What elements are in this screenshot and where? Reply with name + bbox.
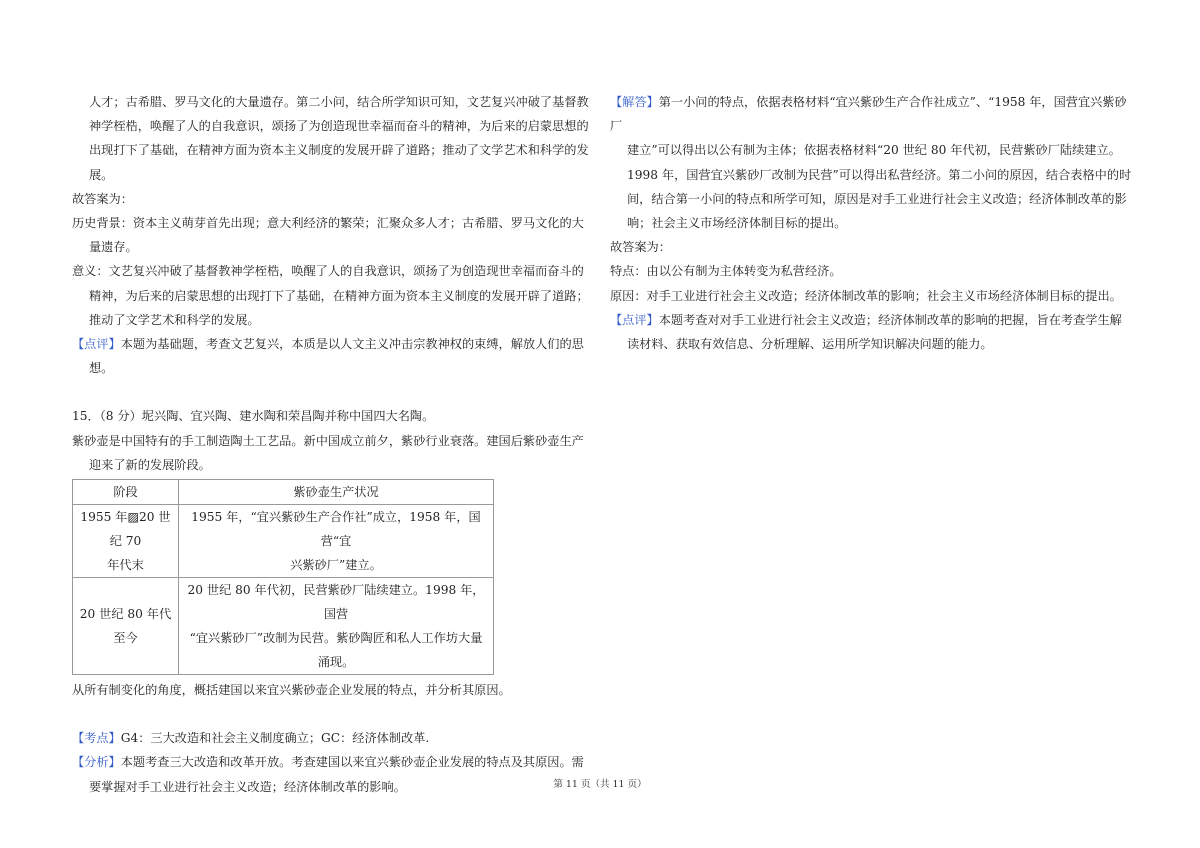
comment-tag: 【点评】 — [610, 312, 659, 327]
text-line: 意义：文艺复兴冲破了基督教神学桎梏，唤醒了人的自我意识，颂扬了为创造现世幸福而奋斗的 — [72, 264, 584, 279]
table-header-cell: 阶段 — [73, 480, 179, 505]
table-header-cell: 紫砂壶生产状况 — [179, 480, 494, 505]
text-line: 响；社会主义市场经济体制目标的提出。 — [627, 216, 847, 231]
fenxi-tag: 【分析】 — [72, 755, 121, 770]
text-line: 【点评】本题为基础题，考查文艺复兴，本质是以人文主义冲击宗教神权的束缚，解放人们的思 — [72, 337, 584, 352]
text-line: 建立”可以得出以公有制为主体；依据表格材料“20 世纪 80 年代初，民营紫砂厂陆续建立。 — [627, 143, 1121, 158]
table-cell-stage: 20 世纪 80 年代至今 — [73, 578, 179, 675]
question-15-prompt: 从所有制变化的角度，概括建国以来宜兴紫砂壶企业发展的特点，并分析其原因。 — [72, 683, 511, 698]
table-cell-stage: 1955 年▨20 世纪 70 年代末 — [73, 505, 179, 578]
text-line: 【解答】第一小问的特点，依据表格材料“宜兴紫砂生产合作社成立”、“1958 年，国营宜兴紫砂厂 — [610, 95, 1127, 134]
right-column — [610, 90, 1132, 356]
text-line: 紫砂壶是中国特有的手工制造陶土工艺品。新中国成立前夕，紫砂行业衰落。建国后紫砂壶生产 — [72, 433, 584, 448]
question-15-title: 15．（8 分）坭兴陶、宜兴陶、建水陶和荣昌陶并称中国四大名陶。 — [72, 409, 435, 424]
fenxi-block — [72, 750, 592, 798]
table-row — [73, 578, 494, 675]
kaodian-tag: 【考点】 — [72, 731, 121, 746]
comment-tag: 【点评】 — [72, 337, 121, 352]
jieda-block — [610, 90, 1132, 235]
table-row — [73, 505, 494, 578]
page-footer: 第 11 页（共 11 页） — [553, 779, 647, 790]
text-line: 展。 — [89, 167, 114, 182]
table-cell-status: 20 世纪 80 年代初，民营紫砂厂陆续建立。1998 年，国营 “宜兴紫砂厂”改制为民营。紫砂陶匠和私人工作坊大量 涌现。 — [179, 578, 494, 675]
text-line: 1998 年，国营宜兴紫砂厂改制为民营”可以得出私营经济。第二小问的原因，结合表格中的时 — [627, 167, 1132, 182]
table-cell-status: 1955 年，“宜兴紫砂生产合作社”成立，1958 年，国营“宜 兴紫砂厂”建立。 — [179, 505, 494, 578]
text-line: 神学桎梏，唤醒了人的自我意识，颂扬了为创造现世幸福而奋斗的精神，为后来的启蒙思想的 — [89, 119, 589, 134]
answer-background — [72, 211, 592, 259]
text-line: 要掌握对手工业进行社会主义改造；经济体制改革的影响。 — [89, 779, 406, 794]
text-line: 历史背景：资本主义萌芽首先出现；意大利经济的繁荣；汇聚众多人才；古希腊、罗马文化的大 — [72, 216, 584, 231]
left-column — [72, 90, 592, 799]
text-line: 量遗存。 — [89, 240, 138, 255]
answer-significance — [72, 259, 592, 332]
answer-feature: 特点：由以公有制为主体转变为私营经济。 — [610, 264, 842, 279]
comment-block — [610, 308, 1132, 356]
jieda-tag: 【解答】 — [610, 95, 659, 109]
text-line: 精神，为后来的启蒙思想的出现打下了基础，在精神方面为资本主义制度的发展开辟了道路； — [89, 288, 589, 303]
comment-block — [72, 332, 592, 380]
text-line: 迎来了新的发展阶段。 — [89, 457, 211, 472]
text-line: 【点评】本题考查对对手工业进行社会主义改造；经济体制改革的影响的把握，旨在考查学生解 — [610, 312, 1122, 327]
production-table — [72, 479, 494, 675]
text-line: 推动了文学艺术和科学的发展。 — [89, 312, 260, 327]
answer-label: 故答案为： — [610, 240, 671, 255]
answer-label: 故答案为： — [72, 191, 133, 206]
text-line: 出现打下了基础，在精神方面为资本主义制度的发展开辟了道路；推动了文学艺术和科学的发 — [89, 143, 589, 158]
text-line: 想。 — [89, 361, 114, 376]
answer-reason: 原因：对手工业进行社会主义改造；经济体制改革的影响；社会主义市场经济体制目标的提出。 — [610, 288, 1122, 303]
text-line: 【分析】本题考查三大改造和改革开放。考查建国以来宜兴紫砂壶企业发展的特点及其原因。需 — [72, 755, 584, 770]
text-line: 人才；古希腊、罗马文化的大量遗存。第二小问，结合所学知识可知，文艺复兴冲破了基督教 — [89, 95, 589, 109]
table-header-row — [73, 480, 494, 505]
text-line: 读材料、获取有效信息、分析理解、运用所学知识解决问题的能力。 — [627, 337, 993, 352]
text-line: 间，结合第一小问的特点和所学可知，原因是对手工业进行社会主义改造；经济体制改革的影 — [627, 191, 1127, 206]
kaodian-line: 【考点】G4：三大改造和社会主义制度确立；GC：经济体制改革. — [72, 731, 430, 746]
continued-analysis — [72, 90, 592, 187]
